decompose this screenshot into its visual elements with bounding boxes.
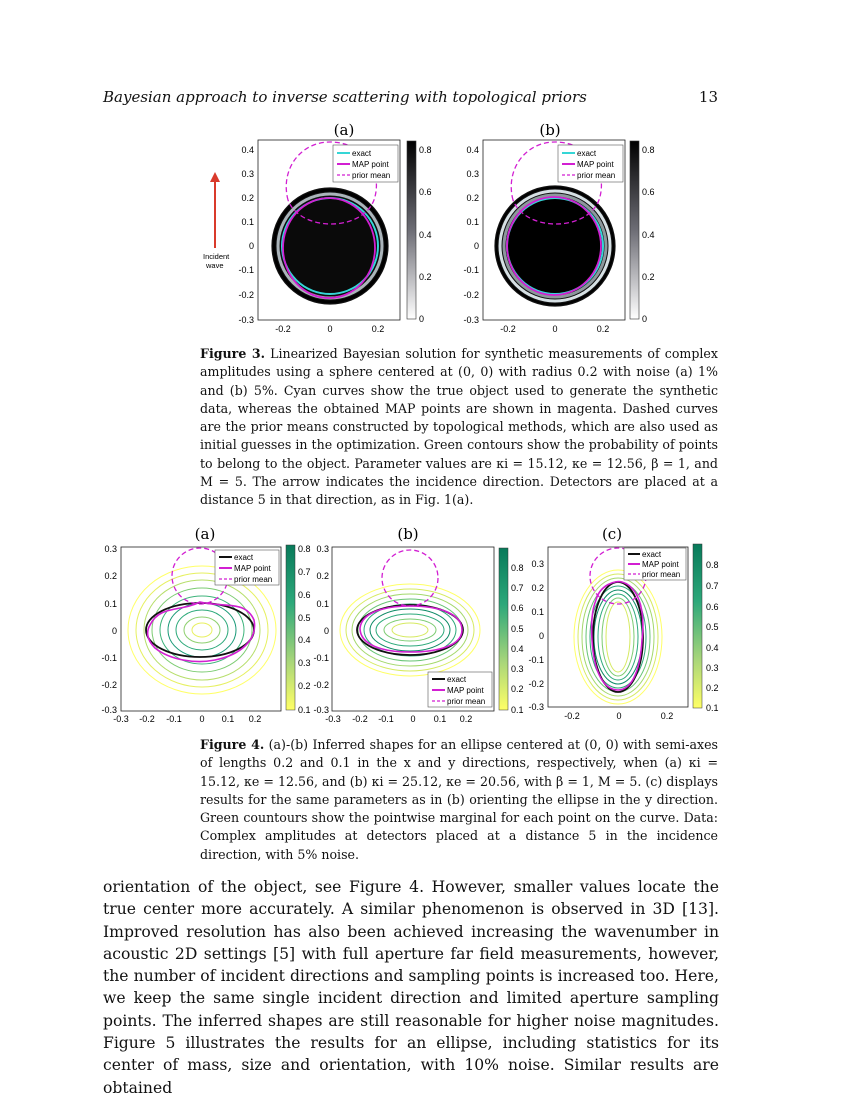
fig4b-xtick: -0.2: [352, 714, 368, 724]
fig4b-cbtick: 0.1: [511, 705, 524, 715]
fig4c-cbtick: 0.7: [706, 581, 719, 591]
fig3a-xtick: 0.2: [371, 324, 385, 334]
fig3a-legend-map: MAP point: [352, 160, 389, 169]
fig4-panel-a: [101, 544, 310, 724]
figure-3-label: Figure 3.: [200, 346, 265, 361]
fig3-panel-b: [463, 140, 654, 334]
fig4a-ytick: -0.2: [101, 680, 117, 690]
fig4b-cbtick: 0.2: [511, 684, 524, 694]
fig4a-cbtick: 0.3: [298, 658, 311, 668]
fig4a-cbtick: 0.7: [298, 567, 311, 577]
fig4-panel-c: [528, 544, 718, 721]
fig4b-legend-prior: prior mean: [447, 697, 486, 706]
fig4c-ytick: 0: [538, 631, 544, 641]
fig4c-cbtick: 0.2: [706, 683, 719, 693]
fig4a-ytick: -0.3: [101, 705, 117, 715]
fig4a-cbtick: 0.5: [298, 613, 311, 623]
fig4a-cbtick: 0.8: [298, 544, 311, 554]
fig3a-cbtick: 0.4: [419, 230, 432, 240]
fig4b-ytick: -0.3: [313, 705, 329, 715]
fig3b-cbtick: 0.2: [642, 272, 655, 282]
fig3b-ytick: 0: [473, 241, 479, 251]
fig4b-ytick: -0.2: [313, 680, 329, 690]
incident-label-1: Incident: [203, 252, 230, 261]
fig4b-ytick: 0.1: [316, 599, 329, 609]
fig3a-ytick: -0.3: [238, 315, 254, 325]
fig3a-legend-exact: exact: [352, 149, 372, 158]
fig4a-colorbar: [286, 545, 295, 710]
fig4a-legend-map: MAP point: [234, 564, 271, 573]
fig3b-cbtick: 0.8: [642, 145, 655, 155]
fig4b-xtick: -0.3: [325, 714, 341, 724]
fig4c-xtick: -0.2: [564, 711, 580, 721]
fig4c-cbtick: 0.6: [706, 602, 719, 612]
fig4-panel-b: [313, 544, 523, 724]
fig3b-xtick: -0.2: [500, 324, 516, 334]
fig4a-xtick: 0.1: [221, 714, 235, 724]
fig4b-ytick: 0.2: [316, 571, 329, 581]
fig4c-legend-map: MAP point: [642, 560, 679, 569]
fig4c-ytick: 0.2: [531, 583, 544, 593]
fig3-panel-b-label: (b): [539, 121, 561, 139]
fig4b-ytick: 0: [323, 626, 329, 636]
fig3b-xtick: 0.2: [596, 324, 610, 334]
figure-4-caption: [200, 736, 718, 864]
page-number: 13: [698, 88, 718, 106]
fig4c-xtick: 0.2: [660, 711, 674, 721]
fig3a-xtick: -0.2: [275, 324, 291, 334]
fig4b-cbtick: 0.4: [511, 644, 524, 654]
fig4b-xtick: -0.1: [378, 714, 394, 724]
fig3a-ytick: 0.3: [241, 169, 254, 179]
fig3a-cbtick: 0.8: [419, 145, 432, 155]
body-paragraph: orientation of the object, see Figure 4. However, smaller values locate the true center more accurately. A similar phenomenon is observed in 3D [13]. Improved resolution has also been achieved increasing the wavenumber in acoustic 2D settings [5] with full aperture far field measurements, however, the number of incident directions and sampling points is increased too. Here, we keep the same single incident direction and limited aperture sampling points. The inferred shapes are still reasonable for higher noise magnitudes. Figure 5 illustrates the results for an ellipse, including statistics for its center of mass, size and orientation, with 10% noise. Similar results are obtained: [103, 878, 719, 1097]
fig4a-ytick: 0.2: [104, 571, 117, 581]
fig3-panel-a: [238, 140, 431, 334]
fig4c-legend-prior: prior mean: [642, 570, 681, 579]
fig4b-colorbar: [499, 548, 508, 710]
fig4c-ytick: -0.1: [528, 655, 544, 665]
fig4b-legend-exact: exact: [447, 675, 467, 684]
fig3a-ytick: -0.1: [238, 265, 254, 275]
fig4a-ytick: 0.1: [104, 599, 117, 609]
figure-3-caption: [200, 345, 718, 510]
fig3a-cbtick: 0.6: [419, 187, 432, 197]
fig3b-ytick: 0.4: [466, 145, 479, 155]
fig3a-contours: [272, 188, 388, 304]
fig3a-ytick: 0.4: [241, 145, 254, 155]
fig4c-xtick: 0: [616, 711, 622, 721]
fig3-panel-a-label: (a): [333, 121, 355, 139]
fig3a-cbtick: 0: [419, 314, 425, 324]
fig3b-ytick: -0.3: [463, 315, 479, 325]
fig4c-ytick: -0.3: [528, 702, 544, 712]
fig4a-legend-exact: exact: [234, 553, 254, 562]
fig3a-ytick: 0.2: [241, 193, 254, 203]
fig3b-cbtick: 0: [642, 314, 648, 324]
fig4c-cbtick: 0.3: [706, 663, 719, 673]
fig4b-legend-map: MAP point: [447, 686, 484, 695]
fig4c-colorbar: [693, 544, 702, 708]
fig4b-cbtick: 0.3: [511, 664, 524, 674]
fig4a-ytick: 0: [111, 626, 117, 636]
fig4c-cbtick: 0.1: [706, 703, 719, 713]
fig4a-cbtick: 0.1: [298, 705, 311, 715]
fig3a-cbtick: 0.2: [419, 272, 432, 282]
fig4c-cbtick: 0.8: [706, 560, 719, 570]
fig4-panel-c-label: (c): [601, 525, 623, 543]
fig3a-ytick: 0.1: [241, 217, 254, 227]
figure-3-caption-text: Linearized Bayesian solution for synthetic measurements of complex amplitudes using a sphere centered at (0, 0) with radius 0.2 with noise (a) 1% and (b) 5%. Cyan curves show the true object used to generate the synthetic data, whereas the obtained MAP points are shown in magenta. Dashed curves are the prior means constructed by topological methods, which are also used as initial guesses in the optimization. Green contours show the probability of points to belong to the object. Parameter values are κi = 15.12, κe = 12.56, β = 1, and M = 5. The arrow indicates the incidence direction. Detectors are placed at a distance 5 in that direction, as in Fig. 1(a).: [200, 346, 718, 508]
fig4-panel-b-label: (b): [397, 525, 419, 543]
fig4a-cbtick: 0.6: [298, 590, 311, 600]
fig4c-cbtick: 0.5: [706, 622, 719, 632]
incident-label-2: wave: [206, 261, 224, 270]
fig4b-cbtick: 0.5: [511, 624, 524, 634]
figure-4-label: Figure 4.: [200, 737, 265, 752]
fig3a-legend-prior: prior mean: [352, 171, 391, 180]
header-title: Bayesian approach to inverse scattering with topological priors: [103, 88, 587, 106]
fig3b-ytick: -0.2: [463, 290, 479, 300]
fig3a-ytick: 0: [248, 241, 254, 251]
fig3b-ytick: 0.1: [466, 217, 479, 227]
fig3b-legend-exact: exact: [577, 149, 597, 158]
fig3b-ytick: 0.3: [466, 169, 479, 179]
figure-4-caption-text: (a)-(b) Inferred shapes for an ellipse centered at (0, 0) with semi-axes of lengths 0.2 and 0.1 in the x and y directions, respectively, when (a) κi = 15.12, κe = 12.56, and (b) κi = 25.12, κe = 20.56, with β = 1, M = 5. (c) displays results for the same parameters as in (b) orienting the ellipse in the y direction. Green countours show the pointwise marginal for each point on the curve. Data: Complex amplitudes at detectors placed at a distance 5 in the incidence direction, with 5% noise.: [200, 737, 718, 862]
fig4a-ytick: 0.3: [104, 544, 117, 554]
fig4a-ytick: -0.1: [101, 653, 117, 663]
fig4a-xtick: 0: [199, 714, 205, 724]
fig4c-ytick: 0.1: [531, 607, 544, 617]
fig4a-cbtick: 0.2: [298, 681, 311, 691]
fig3b-legend-prior: prior mean: [577, 171, 616, 180]
incident-arrow-icon: [210, 172, 220, 248]
fig3a-colorbar: [407, 141, 416, 319]
fig4b-cbtick: 0.7: [511, 583, 524, 593]
fig4-panel-a-label: (a): [194, 525, 216, 543]
fig4a-cbtick: 0.4: [298, 635, 311, 645]
fig4c-ytick: 0.3: [531, 559, 544, 569]
fig4b-cbtick: 0.8: [511, 563, 524, 573]
fig4b-ytick: -0.1: [313, 653, 329, 663]
fig4b-cbtick: 0.6: [511, 603, 524, 613]
fig4b-xtick: 0.1: [433, 714, 447, 724]
fig4a-xtick: 0.2: [248, 714, 262, 724]
fig4a-xtick: -0.1: [166, 714, 182, 724]
fig3b-legend-map: MAP point: [577, 160, 614, 169]
fig3b-ytick: -0.1: [463, 265, 479, 275]
fig4a-legend-prior: prior mean: [234, 575, 273, 584]
fig3b-ytick: 0.2: [466, 193, 479, 203]
fig4a-xtick: -0.2: [139, 714, 155, 724]
fig4c-ytick: -0.2: [528, 679, 544, 689]
fig4a-xtick: -0.3: [113, 714, 129, 724]
fig3b-xtick: 0: [552, 324, 558, 334]
fig4b-xtick: 0: [410, 714, 416, 724]
fig3a-xtick: 0: [327, 324, 333, 334]
fig4c-cbtick: 0.4: [706, 643, 719, 653]
fig3a-ytick: -0.2: [238, 290, 254, 300]
fig4b-xtick: 0.2: [459, 714, 473, 724]
fig3b-cbtick: 0.4: [642, 230, 655, 240]
fig3b-cbtick: 0.6: [642, 187, 655, 197]
fig4b-ytick: 0.3: [316, 544, 329, 554]
fig4c-legend-exact: exact: [642, 550, 662, 559]
fig3b-colorbar: [630, 141, 639, 319]
